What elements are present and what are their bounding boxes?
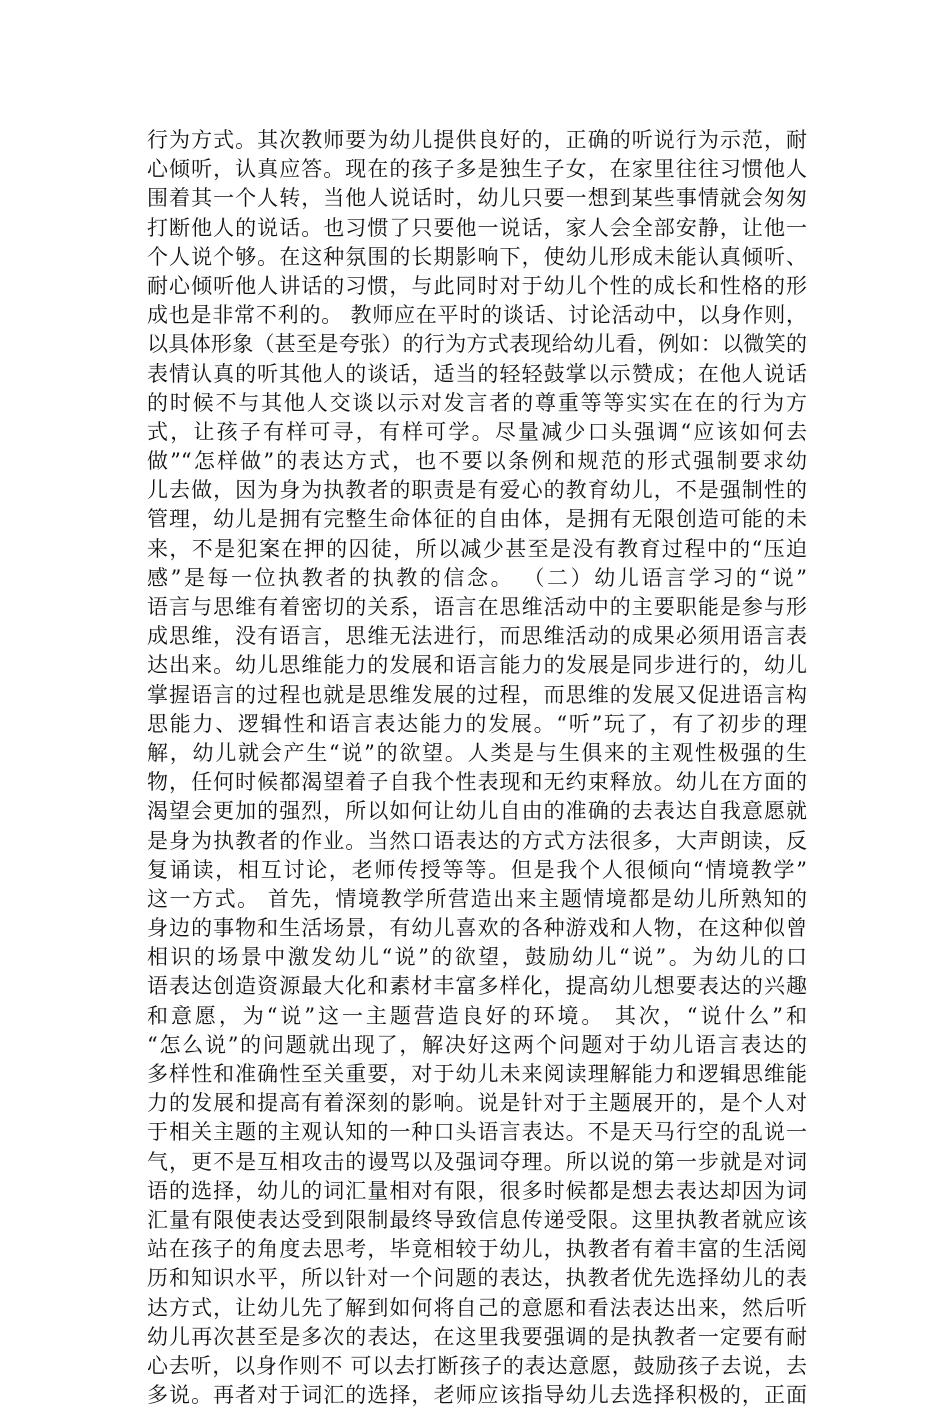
text-line: 语言与思维有着密切的关系，语言在思维活动中的主要职能是参与形 <box>147 595 807 619</box>
text-line: 渴望会更加的强烈，所以如何让幼儿自由的准确的去表达自我意愿就 <box>147 799 807 824</box>
text-line: 语表达创造资源最大化和素材丰富多样化，提高幼儿想要表达的兴趣 <box>147 974 807 999</box>
text-line: 幼儿再次甚至是多次的表达，在这里我要强调的是执教者一定要有耐 <box>147 1324 807 1349</box>
text-line: 感”是每一位执教者的执教的信念。 （二）幼儿语言学习的“说” <box>147 565 807 590</box>
text-line: 个人说个够。在这种氛围的长期影响下，使幼儿形成未能认真倾听、 <box>147 244 807 269</box>
text-line: 表情认真的听其他人的谈话，适当的轻轻鼓掌以示赞成；在他人说话 <box>147 361 807 386</box>
text-line: 式，让孩子有样可寻，有样可学。尽量减少口头强调“应该如何去 <box>147 419 807 444</box>
text-line: 站在孩子的角度去思考，毕竟相较于幼儿，执教者有着丰富的生活阅 <box>147 1237 807 1262</box>
text-line: 达出来。幼儿思维能力的发展和语言能力的发展是同步进行的，幼儿 <box>147 653 807 678</box>
text-line: 心倾听，认真应答。现在的孩子多是独生子女，在家里往往习惯他人 <box>147 157 807 182</box>
text-line: 的时候不与其他人交谈以示对发言者的尊重等等实实在在的行为方 <box>147 390 807 415</box>
text-line: 管理，幼儿是拥有完整生命体征的自由体，是拥有无限创造可能的未 <box>147 507 807 532</box>
text-line: 围着其一个人转，当他人说话时，幼儿只要一想到某些事情就会匆匆 <box>147 186 807 211</box>
text-line: 相识的场景中激发幼儿“说”的欲望，鼓励幼儿“说”。为幼儿的口 <box>147 945 807 970</box>
text-line: 掌握语言的过程也就是思维发展的过程，而思维的发展又促进语言构 <box>147 682 807 707</box>
text-line: 汇量有限使表达受到限制最终导致信息传递受限。这里执教者就应该 <box>147 1207 807 1232</box>
text-line: 身边的事物和生活场景，有幼儿喜欢的各种游戏和人物，在这种似曾 <box>147 916 807 941</box>
text-line: 多样性和准确性至关重要，对于幼儿未来阅读理解能力和逻辑思维能 <box>147 1062 807 1086</box>
text-line: 和意愿，为“说”这一主题营造良好的环境。 其次，“说什么”和 <box>147 1003 807 1028</box>
text-line: 来，不是犯案在押的囚徒，所以减少甚至是没有教育过程中的“压迫 <box>147 536 807 561</box>
text-line: 语的选择，幼儿的词汇量相对有限，很多时候都是想去表达却因为词 <box>147 1178 807 1203</box>
text-line: 物，任何时候都渴望着子自我个性表现和无约束释放。幼儿在方面的 <box>147 770 807 795</box>
text-line: 成思维，没有语言，思维无法进行，而思维活动的成果必须用语言表 <box>147 624 807 649</box>
text-line: 于相关主题的主观认知的一种口头语言表达。不是天马行空的乱说一 <box>147 1120 807 1145</box>
text-line: 做”“怎样做”的表达方式，也不要以条例和规范的形式强制要求幼 <box>147 449 807 474</box>
text-line: 多说。再者对于词汇的选择，老师应该指导幼儿去选择积极的，正面 <box>147 1383 807 1408</box>
body-text <box>147 126 807 1410</box>
text-line: 气，更不是互相攻击的谩骂以及强词夺理。所以说的第一步就是对词 <box>147 1149 807 1174</box>
text-line: “怎么说”的问题就出现了，解决好这两个问题对于幼儿语言表达的 <box>147 1032 807 1057</box>
text-line: 以具体形象（甚至是夸张）的行为方式表现给幼儿看，例如：以微笑的 <box>147 332 807 357</box>
text-line: 成也是非常不利的。 教师应在平时的谈话、讨论活动中，以身作则， <box>147 303 807 328</box>
text-line: 是身为执教者的作业。当然口语表达的方式方法很多，大声朗读，反 <box>147 828 807 853</box>
text-line: 打断他人的说话。也习惯了只要他一说话，家人会全部安静，让他一 <box>147 215 807 240</box>
text-line: 儿去做，因为身为执教者的职责是有爱心的教育幼儿，不是强制性的 <box>147 478 807 503</box>
text-line: 复诵读，相互讨论，老师传授等等。但是我个人很倾向“情境教学” <box>147 857 807 882</box>
text-line: 解，幼儿就会产生“说”的欲望。人类是与生俱来的主观性极强的生 <box>147 740 807 765</box>
text-line: 达方式，让幼儿先了解到如何将自己的意愿和看法表达出来，然后听 <box>147 1295 807 1320</box>
text-line: 力的发展和提高有着深刻的影响。说是针对于主题展开的，是个人对 <box>147 1091 807 1116</box>
text-line: 思能力、逻辑性和语言表达能力的发展。“听”玩了，有了初步的理 <box>147 711 807 736</box>
text-line: 行为方式。其次教师要为幼儿提供良好的，正确的听说行为示范，耐 <box>147 128 807 152</box>
text-line: 这一方式。 首先，情境教学所营造出来主题情境都是幼儿所熟知的 <box>147 886 807 911</box>
text-line: 历和知识水平，所以针对一个问题的表达，执教者优先选择幼儿的表 <box>147 1266 807 1291</box>
text-line: 心去听，以身作则不 可以去打断孩子的表达意愿，鼓励孩子去说，去 <box>147 1353 807 1378</box>
text-line: 耐心倾听他人讲话的习惯，与此同时对于幼儿个性的成长和性格的形 <box>147 273 807 298</box>
